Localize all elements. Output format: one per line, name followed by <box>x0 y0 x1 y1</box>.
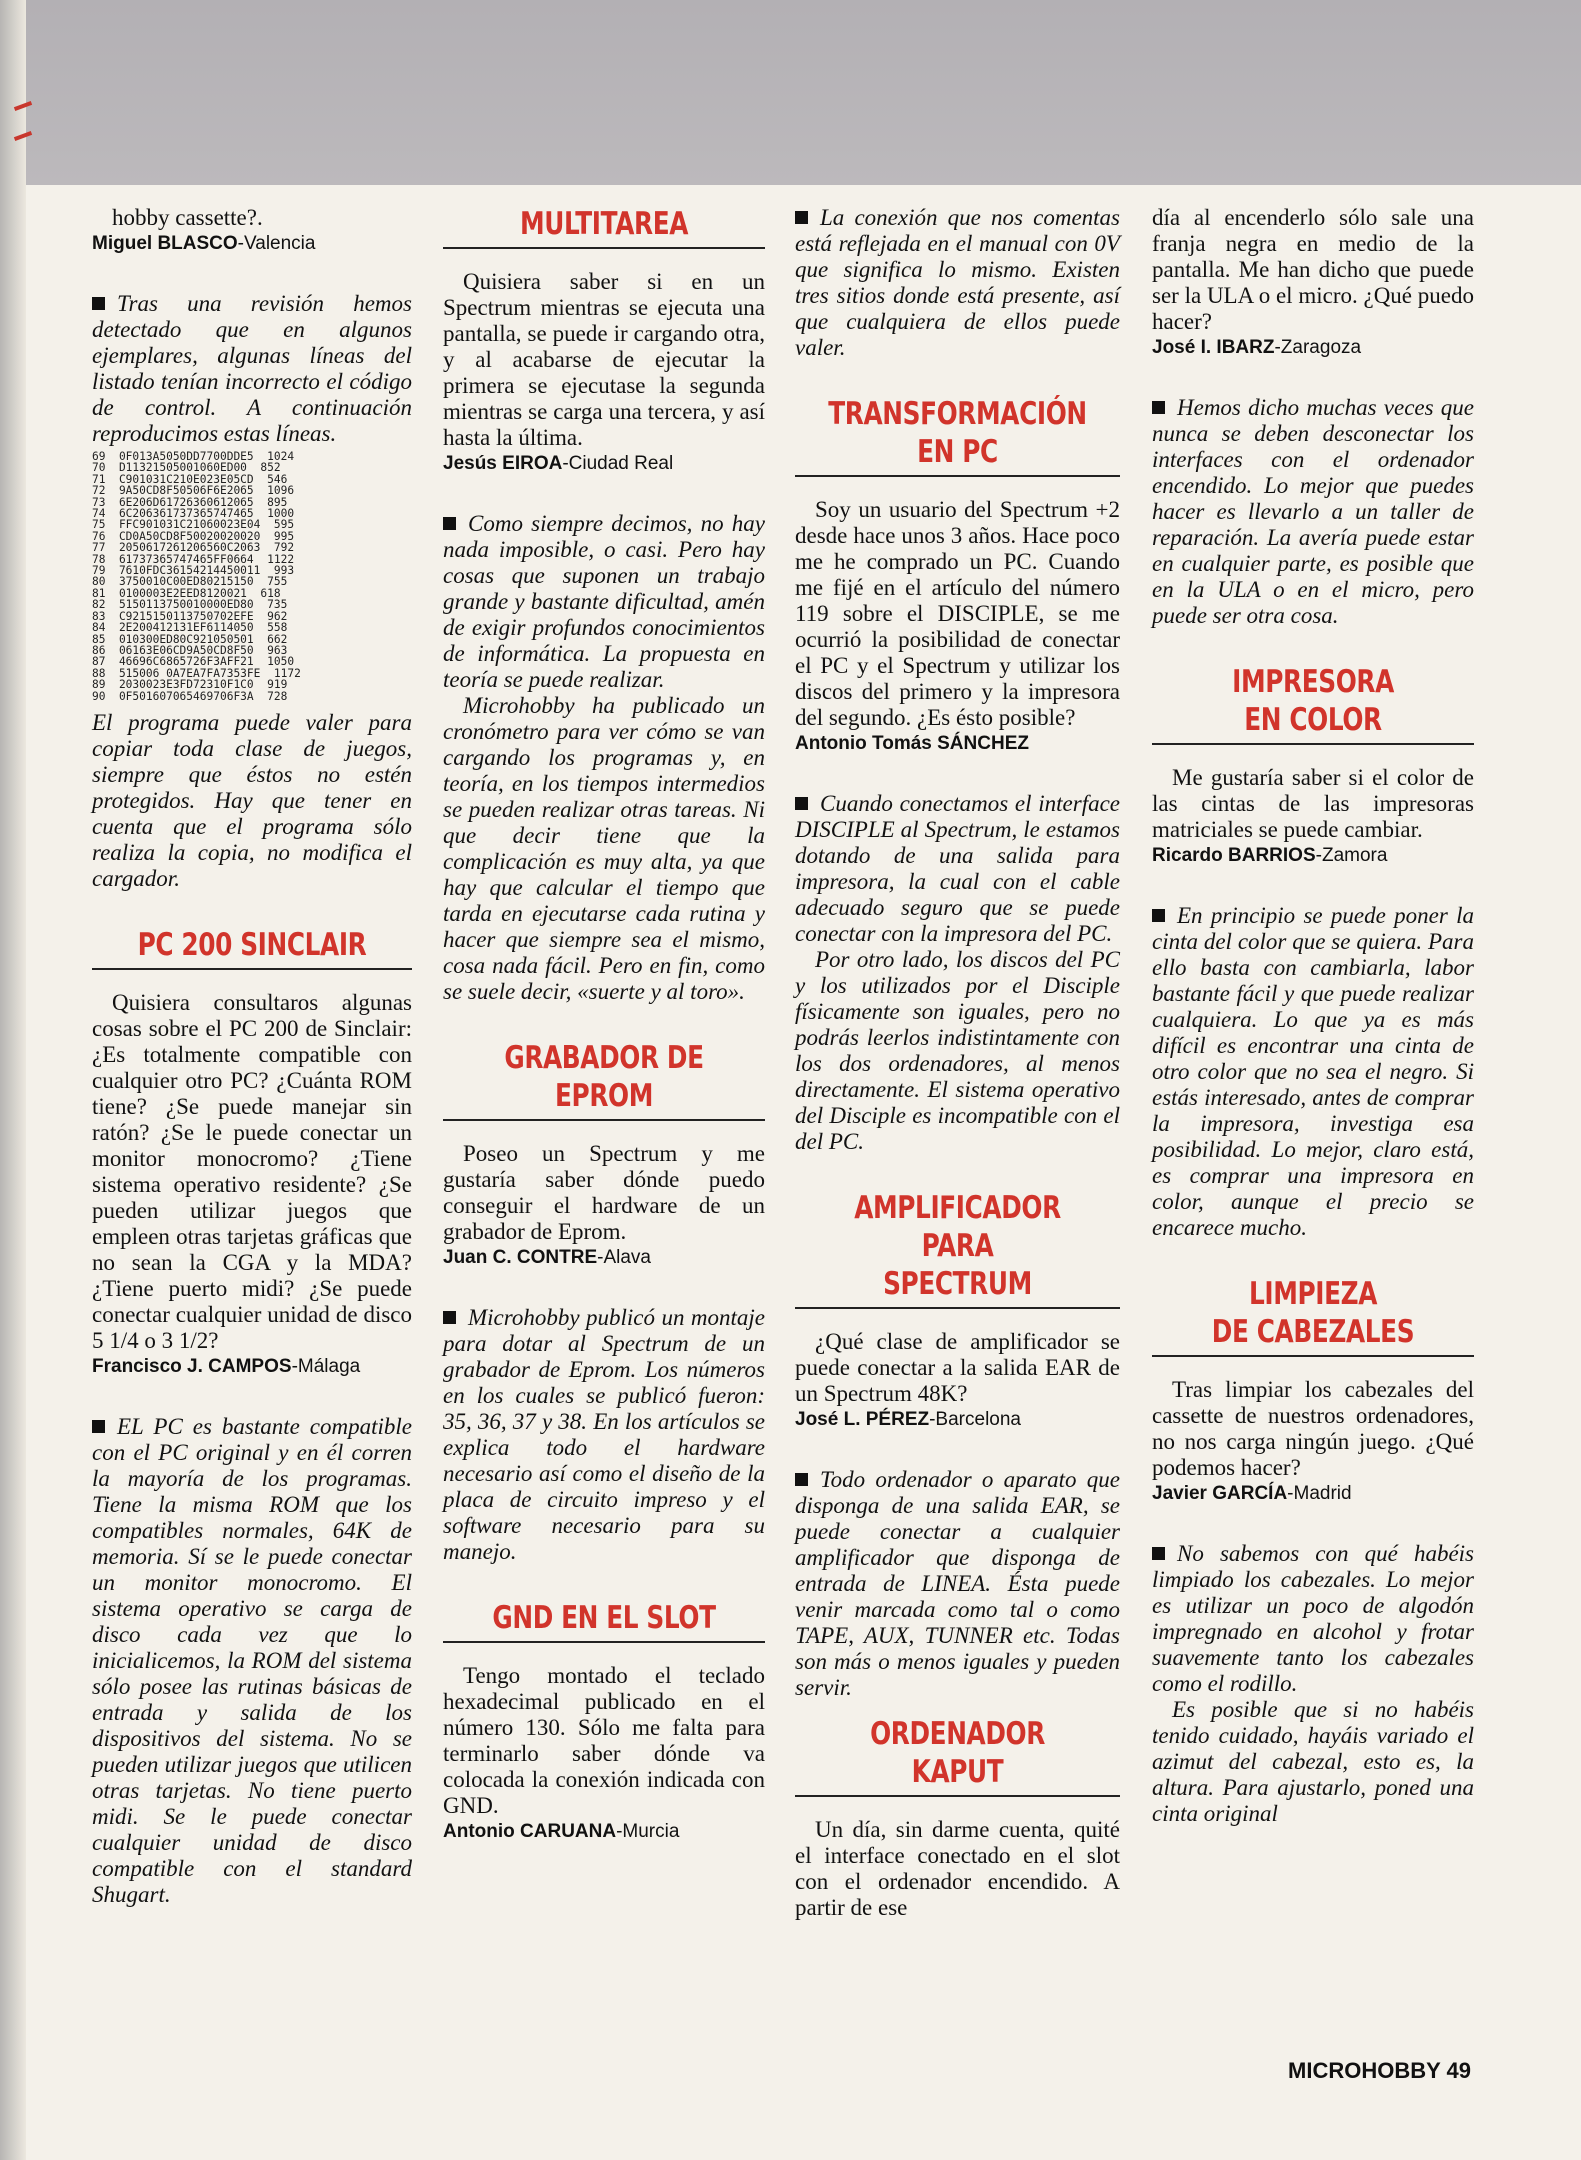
section-title: ORDENADOR KAPUT <box>870 1716 1045 1790</box>
section-rule <box>795 1307 1120 1309</box>
question: Un día, sin darme cuenta, quité el interface conectado en el slot con el ordenador encendido. A partir de ese <box>795 1817 1120 1920</box>
question: Quisiera saber si en un Spectrum mientras se ejecuta una pantalla, se puede ir cargando otra, y al acabarse de ejecutar la primera se ejecutase la segunda mientras se carga una tercera, y así hasta la última. <box>443 269 765 450</box>
section-rule <box>443 1119 765 1121</box>
column-4 <box>1152 205 1474 1827</box>
answer: Por otro lado, los discos del PC y los utilizados por el Disciple físicamente son iguales, pero no podrás leerlos indistintamente con los dos ordenadores, al menos directamente. El sistema operativo del Disciple es incompatible con el del PC. <box>795 947 1120 1154</box>
section-title: GND EN EL SLOT <box>492 1600 716 1636</box>
answer: No sabemos con qué habéis limpiado los cabezales. Lo mejor es utilizar un poco de algodón impregnado en alcohol y frotar suavemente tanto los cabezales como el rodillo. <box>1152 1541 1474 1696</box>
answer: Microhobby publicó un montaje para dotar al Spectrum de un grabador de Eprom. Los números en los cuales se publicó fueron: 35, 36, 37 y 38. En los artículos se explica todo el hardware necesario así como el diseño de la placa de circuito impreso y el software necesario para su manejo. <box>443 1305 765 1564</box>
letter-tail: hobby cassette?. <box>112 205 263 230</box>
question: Tras limpiar los cabezales del cassette de nuestros ordenadores, no nos carga ningún juego. ¿Qué podemos hacer? <box>1152 1377 1474 1480</box>
section-rule <box>92 968 412 970</box>
signature: Antonio Tomás SÁNCHEZ <box>795 733 1029 754</box>
signature: José I. IBARZ-Zaragoza <box>1152 337 1362 358</box>
question: Soy un usuario del Spectrum +2 desde hace unos 3 años. Hace poco me he comprado un PC. Cuando me fijé en el artículo del número 119 sobre el DISCIPLE, se me ocurrió la posibilidad de conectar el PC y el Spectrum y utilizar los discos del primero y la impresora del segundo. ¿Es ésto posible? <box>795 497 1120 730</box>
signature: Ricardo BARRIOS-Zamora <box>1152 845 1388 866</box>
section-title: PC 200 SINCLAIR <box>137 926 367 963</box>
code-listing: 69 0F013A5050DD7700DDE5 1024 70 D11321505001060ED00 852 71 C901031C210E023E05CD 546 72 9A50CD8F50506F6E2065 1096 73 6E206D61726360612065 895 74 6C206361737365747465 1000 75 FFC901031C21060023E04 595 76 CD0A50CD8F50020020020 995 77 2050617261206560C2063 792 78 61737365747465FF0664 1122 79 7610FDC36154214450011 993 80 3750010C00ED80215150 755 81 0100003E2EED8120021 618 82 5150113750010000ED80 735 83 C9215150113750702EFE 962 84 2E200412131EF6114050 558 85 010300ED80C921050501 662 86 06163E06CD9A50CD8F50 963 87 46696C6865726F3AFF21 1050 88 515006 0A7EA7FA7353FE 1172 89 2030023E3FD72310F1C0 919 90 0F501607065469706F3A 728 <box>92 450 301 703</box>
section-rule <box>1152 743 1474 745</box>
question: ¿Qué clase de amplificador se puede conectar a la salida EAR de un Spectrum 48K? <box>795 1329 1120 1406</box>
section-rule <box>1152 1355 1474 1357</box>
answer: El programa puede valer para copiar toda clase de juegos, siempre que éstos no estén protegidos. Hay que tener en cuenta que el programa sólo realiza la copia, no modifica el cargador. <box>92 709 412 891</box>
question: Tengo montado el teclado hexadecimal publicado en el número 130. Sólo me falta para terminarlo saber dónde va colocada la conexión indicada con GND. <box>443 1663 765 1818</box>
section-rule <box>443 1641 765 1643</box>
answer: Tras una revisión hemos detectado que en algunos ejemplares, algunas líneas del listado tenían incorrecto el código de control. A continuación reproducimos estas líneas. <box>92 291 412 446</box>
signature: Miguel BLASCO-Valencia <box>92 233 316 254</box>
section-title: IMPRESORA EN COLOR <box>1232 664 1394 738</box>
answer: Es posible que si no habéis tenido cuidado, hayáis variado el azimut del cabezal, esto es, la altura. Para ajustarlo, poned una cinta original <box>1152 1697 1474 1826</box>
signature: José L. PÉREZ-Barcelona <box>795 1409 1021 1430</box>
section-title: MULTITAREA <box>519 206 689 242</box>
answer: EL PC es bastante compatible con el PC original y en él corren la mayoría de los programas. Tiene la misma ROM que los compatibles normales, 64K de memoria. Sí se le puede conectar un monitor monocromo. El sistema operativo se carga de disco cada vez que lo inicialicemos, la ROM del sistema sólo posee las rutinas básicas de entrada y salida de los dispositivos del sistema. No se pueden utilizar juegos que utilicen otras tarjetas. No tiene puerto midi. Se le puede conectar cualquier unidad de disco compatible con el standard Shugart. <box>92 1413 412 1907</box>
section-title: TRANSFORMACIÓN EN PC <box>828 396 1087 470</box>
letter-tail: día al encenderlo sólo sale una franja negra en medio de la pantalla. Me han dicho que puede ser la ULA o el micro. ¿Qué puedo hacer? <box>1152 205 1474 334</box>
section-rule <box>795 475 1120 477</box>
section-title: LIMPIEZA DE CABEZALES <box>1211 1276 1415 1350</box>
signature: Francisco J. CAMPOS-Málaga <box>92 1355 361 1377</box>
column-2 <box>443 205 765 1845</box>
section-rule <box>795 1795 1120 1797</box>
answer: Todo ordenador o aparato que disponga de una salida EAR, se puede conectar a cualquier amplificador que disponga de entrada de LINEA. Ésta puede venir marcada como tal o como TAPE, AUX, TUNNER etc. Todas son más o menos iguales y pueden servir. <box>795 1467 1120 1700</box>
answer: En principio se puede poner la cinta del color que se quiera. Para ello basta con cambiarla, labor bastante fácil y que puede realizar cualquiera. Lo que ya es más difícil es encontrar una cinta de otro color que no sea el negro. Si estás interesado, antes de comprar la impresora, investiga esa posibilidad. Lo mejor, claro está, es comprar una impresora en color, aunque el precio se encarece mucho. <box>1152 903 1474 1240</box>
signature: Juan C. CONTRE-Alava <box>443 1247 651 1268</box>
section-title: GRABADOR DE EPROM <box>504 1040 704 1114</box>
answer: Microhobby ha publicado un cronómetro para ver cómo se van cargando los programas y, en teoría, en los tiempos intermedios se pueden realizar otras tareas. Ni que decir tiene que la complicación es muy alta, ya que hay que calcular el tiempo que tarda en ejecutarse cada rutina y hacer que siempre sea el mismo, cosa nada fácil. Pero en fin, como se suele decir, «suerte y al toro». <box>443 693 765 1004</box>
section-title: AMPLIFICADOR PARA SPECTRUM <box>854 1190 1061 1302</box>
section-rule <box>443 247 765 249</box>
question: Quisiera consultaros algunas cosas sobre el PC 200 de Sinclair: ¿Es totalmente compatible con cualquier otro PC? ¿Cuánta ROM tiene? ¿Se puede manejar sin ratón? ¿Se le puede conectar un monitor monocromo? ¿Tiene sistema operativo residente? ¿Se pueden utilizar juegos que empleen otras tarjetas gráficas que no sean la CGA y la MDA? ¿Tiene puerto midi? ¿Se puede conectar cualquier unidad de disco 5 1/4 o 3 1/2? <box>92 989 412 1353</box>
signature: Antonio CARUANA-Murcia <box>443 1821 680 1842</box>
page-footer: MICROHOBBY 49 <box>1288 2058 1471 2083</box>
answer: La conexión que nos comentas está reflejada en el manual con 0V que significa lo mismo. Existen tres sitios donde está presente, así que cualquiera de ellos puede valer. <box>795 205 1120 360</box>
answer: Como siempre decimos, no hay nada imposible, o casi. Pero hay cosas que suponen un trabajo grande y bastante dificultad, amén de exigir profundos conocimientos de informática. La propuesta en teoría se puede realizar. <box>443 511 765 692</box>
question: Me gustaría saber si el color de las cintas de las impresoras matriciales se puede cambiar. <box>1152 765 1474 842</box>
top-gray-band <box>0 0 1581 185</box>
binding-edge <box>0 0 26 2160</box>
question: Poseo un Spectrum y me gustaría saber dónde puedo conseguir el hardware de un grabador de Eprom. <box>443 1141 765 1244</box>
column-3 <box>795 205 1120 1921</box>
answer: Hemos dicho muchas veces que nunca se deben desconectar los interfaces con el ordenador encendido. Lo mejor que puedes hacer es llevarlo a un taller de reparación. La avería puede estar en cualquier parte, es posible que en la ULA o en el micro, pero puede ser otra cosa. <box>1152 395 1474 628</box>
signature: Jesús EIROA-Ciudad Real <box>443 453 674 474</box>
answer: Cuando conectamos el interface DISCIPLE al Spectrum, le estamos dotando de una salida para impresora, la cual con el cable adecuado seguro que se puede conectar con la impresora del PC. <box>795 791 1120 946</box>
signature: Javier GARCÍA-Madrid <box>1152 1483 1352 1504</box>
column-1 <box>92 205 412 1908</box>
